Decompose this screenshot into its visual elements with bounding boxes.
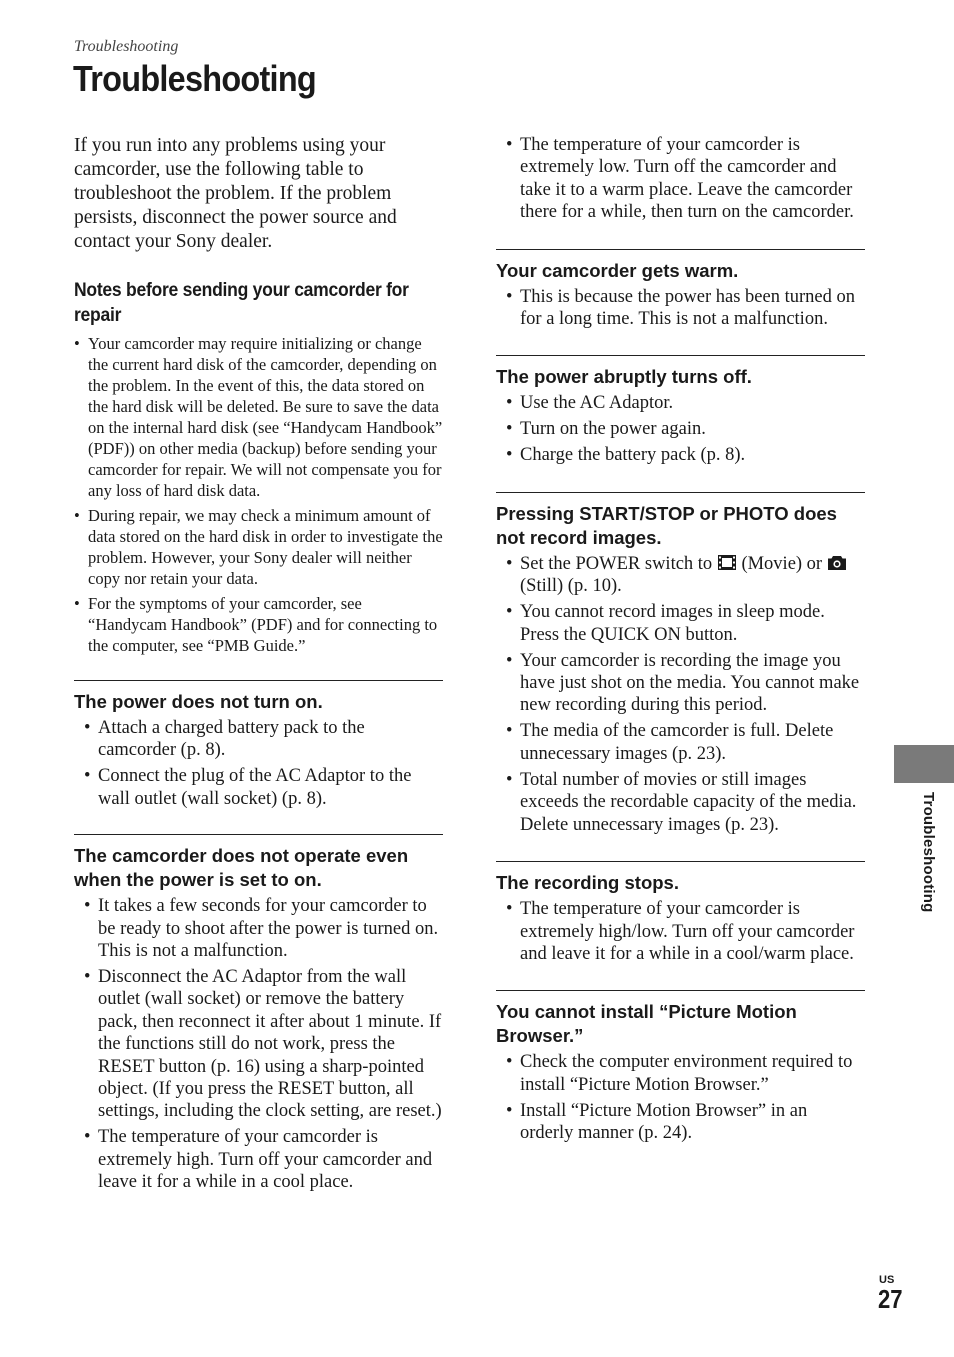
side-tab [894,745,954,783]
intro-paragraph: If you run into any problems using your camcorder, use the following table to troubleshoot the problem. If the problem persists, disconnect the power source and contact your Sony dealer. [74,135,397,252]
list-item: • Check the computer environment required to install “Picture Motion Browser.” [506,1052,853,1095]
list-item: • Charge the battery pack (p. 8). [506,445,746,466]
list-item: • During repair, we may check a minimum amount of data stored on the hard disk in order to investigate the problem. However, your Sony dealer will neither copy nor retain your data. [74,506,443,588]
section-heading: You cannot install “Picture Motion Browser.” [496,1001,797,1047]
section-does-not-operate [74,834,443,1193]
list-item: • Turn on the power again. [506,419,706,440]
list-item: • Use the AC Adaptor. [506,393,674,414]
section-power-not-on [74,680,443,810]
section-gets-warm [496,249,865,331]
continued-list [496,134,865,224]
list-item: • The media of the camcorder is full. Delete unnecessary images (p. 23). [506,721,834,764]
section-heading: Your camcorder gets warm. [496,259,739,281]
right-column [496,134,865,1148]
section-heading: The camcorder does not operate even when the power is set to on. [74,845,409,891]
list-item: • This is because the power has been turned on for a long time. This is not a malfunction. [506,286,855,330]
list-item: • The temperature of your camcorder is extremely high/low. Turn off your camcorder and leave it for a while in a cool/warm place. [506,899,855,964]
list-item: • Your camcorder is recording the image you have just shot on the media. You cannot make new recording during this period. [506,650,860,716]
list-item: • Set the POWER switch to (Movie) or (Still) (p. 10). [496,553,865,598]
list-item: • The temperature of your camcorder is extremely low. Turn off the camcorder and take it to a warm place. Leave the camcorder there for a while, then turn on the camcorder. [506,135,854,223]
list-item: • Disconnect the AC Adaptor from the wall outlet (wall socket) or remove the battery pack, then reconnect it after about 1 minute. If the functions still do not work, press the RESET button (p. 16) using a sharp-pointed object. (If you press the RESET button, all settings, including the clock setting, are reset.) [84,967,442,1122]
notes-heading: Notes before sending your camcorder for repair [74,279,409,326]
side-tab-label: Troubleshooting [920,792,937,913]
list-item: • Install “Picture Motion Browser” in an orderly manner (p. 24). [506,1100,808,1144]
camera-icon [827,554,847,571]
page-title: Troubleshooting [73,58,316,99]
page-number: 27 [878,1284,903,1314]
list-item: • For the symptoms of your camcorder, see “Handycam Handbook” (PDF) and for connecting to the computer, see “PMB Guide.” [74,594,438,655]
list-item: • Total number of movies or still images exceeds the recordable capacity of the media. Delete unnecessary images (p. 23). [506,769,857,835]
section-power-turns-off [496,355,865,466]
movie-icon [717,554,737,571]
list-item: • The temperature of your camcorder is extremely high. Turn off your camcorder and leave it for a while in a cool place. [84,1127,433,1193]
section-does-not-record [496,492,865,836]
left-column [74,134,443,1197]
list-item: • It takes a few seconds for your camcorder to be ready to shoot after the power is turned on. This is not a malfunction. [84,896,439,962]
section-heading: The power does not turn on. [74,691,323,712]
list-item: • Attach a charged battery pack to the camcorder (p. 8). [84,718,365,761]
section-cannot-install [496,990,865,1144]
notes-list [74,333,443,656]
list-item: • Connect the plug of the AC Adaptor to the wall outlet (wall socket) (p. 8). [84,766,412,809]
page-region: US [879,1274,895,1286]
list-item: • You cannot record images in sleep mode. Press the QUICK ON button. [506,602,825,645]
running-head: Troubleshooting [74,38,179,55]
list-item: • Your camcorder may require initializing or change the current hard disk of the camcorder, depending on the problem. In the event of this, the data stored on the hard disk will be deleted. Be sure to save the data on the internal hard disk (see “Handycam Handbook” (PDF)) on other media (backup) before sending your camcorder for repair. We will not compensate you for any loss of hard disk data. [74,334,443,500]
section-heading: The recording stops. [496,872,679,894]
section-recording-stops [496,861,865,965]
section-heading: Pressing START/STOP or PHOTO does not record images. [496,502,837,548]
section-heading: The power abruptly turns off. [496,366,752,388]
